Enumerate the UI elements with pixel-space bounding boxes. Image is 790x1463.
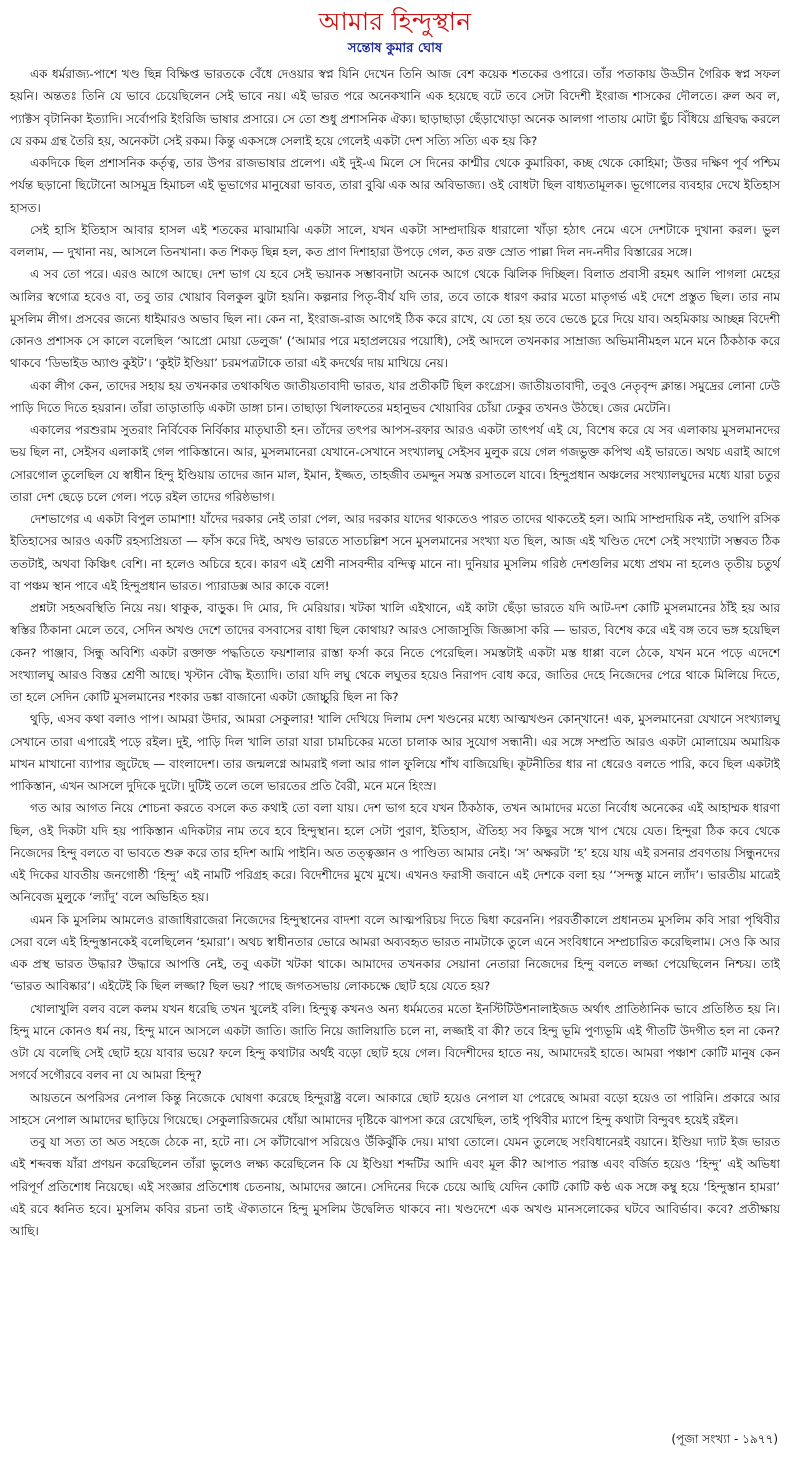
paragraph: একালের পরশুরাম সুতরাং নির্বিবেক নির্বিকার মাতৃঘাতী হন। তাঁদের তৎপর আপস-রফার আরও একটা তাৎপর্য এই যে, বিশেষ করে যে সব এলাকায় মুসলমানদের ভয় ছিল না, সেইসব এলাকাই গেল পাকিস্তানে। আর, মুসলমানেরা যেখানে-সেখানে সংখ্যালঘু সেইসব মুলুক রয়ে গেল গজভুক্ত কপিত্থ এই ভারতে। অথচ এরাই আগে সোরগোল তুলেছিল যে স্বাধীন হিন্দু ইণ্ডিয়ায় তাদের জান মাল, ইমান, ইজ্জত, তাহজীব তমদ্দুন সমস্ত রসাতলে যাবে। হিন্দুপ্রধান অঞ্চলের সংখ্যালঘুদের মধ্যে যারা চতুর তারা দেশ ছেড়ে চলে গেল। পড়ে রইল তাদের গরিষ্ঠভাগ।	[10, 423, 780, 504]
paragraph: প্রশ্নটা সহঅবস্থিতি নিয়ে নয়। থাকুক, বাড়ুক। দি মোর, দি মেরিয়ার। খটকা খালি এইখানে, এই কাটা ছেঁড়া ভারতে যদি আট-দশ কোটি মুসলমানের ঠাঁই হয় আর স্বস্তির ঠিকানা মেলে তবে, সেদিন অখণ্ড দেশে তাদের বসবাসের বাধা ছিল কোথায়? আরও সোজাসুজি জিজ্ঞাসা করি — ভারত, বিশেষ করে এই বঙ্গ তবে ভঙ্গ হয়েছিল কেন? পাঞ্জাব, সিন্ধু অবিশ্যি একটা রক্তাক্ত পদ্ধতিতে ফয়শালার রাস্তা ফর্সা করে নিতে পেরেছিল। সমস্তটাই একটা মস্ত ধাপ্পা বলে ঠেকে, যখন মনে পড়ে এদেশে সংখ্যালঘু আরও বিস্তর শ্রেণী আছে। খৃস্টান বৌদ্ধ ইত্যাদি। তারা যদি লঘু থেকে লঘুতর হয়েও নিরাপদ বোধ করে, জাতির দেহে নিজেদের পেরে থাকে মিলিয়ে দিতে, তা হলে সেদিন কোটি মুসলমানের শংকার ডঙ্কা বাজানো একটা জোচ্চুরি ছিল না কি?	[10, 601, 780, 704]
paragraph: এমন কি মুসলিম আমলেও রাজাধিরাজেরা নিজেদের হিন্দুস্থানের বাদশা বলে আত্মপরিচয় দিতে দ্বিধা করেননি। পরবর্তীকালে প্রধানতম মুসলিম কবি সারা পৃথিবীর সেরা বলে এই হিন্দুস্তানকেই বলেছিলেন ‘হমারা’। অথচ স্বাধীনতার ভোরে আমরা অব্যবহৃত ভারত নামটাকে তুলে এনে সংবিধানে সম্প্রচারিত করেছিলাম। সেও কি আর এক প্রস্থ ভারত উদ্ধার? উদ্ধারে আপত্তি নেই, তবু একটা খটকা থাকে। আমাদের তখনকার সেয়ানা নেতারা নিজেদের হিন্দু বলতে লজ্জা পেয়েছিলেন নিশ্চয়। তাই ‘ভারত আবিষ্কার’। এইটেই কি ছিল লজ্জা? ছিল ভয়? পাছে জগতসভায় লোকচক্ষে ছোট হয়ে যেতে হয়?	[10, 912, 780, 994]
paragraph: গত আর আগত নিয়ে শোচনা করতে বসলে কত কথাই তো বলা যায়। দেশ ভাগ হবে যখন ঠিকঠাক, তখন আমাদের মতো নির্বোধ অনেকের এই আহাম্মক ধারণা ছিল, ওই দিকটা যদি হয় পাকিস্তান এদিকটার নাম তবে হবে হিন্দুস্থান। হলে সেটা পুরাণ, ইতিহাস, ঐতিহ্য সব কিছুর সঙ্গে খাপ খেয়ে যেত। হিন্দুরা ঠিক কবে থেকে নিজেদের হিন্দু বলতে বা ভাবতে শুরু করে তার হদিশ আমি পাইনি। অত তত্ত্বজ্ঞান ও পাণ্ডিত্য আমার নেই। ‘স’ অক্ষরটা ‘হ’ হয়ে যায় এই রসনার প্রবণতায় সিন্ধুনদের এই দিকের যাবতীয় জনগোষ্ঠী ‘হিন্দু’ এই নামটি পরিগ্রহ করে। বিদেশীদের মুখে মুখে। এখনও ফরাসী জবানে এই দেশকে বলা হয় ‘‘সন্দস্তু মানে ল্যাঁদ’। ভারতীয় মাত্রেই অনিবেজ মুলুকে ‘ল্যাঁদু’ বলে অভিহিত হয়।	[10, 801, 780, 905]
paragraph: তবু যা সত্য তা অত সহজে ঠেকে না, হটে না। সে কাঁটাঝোপ সরিয়েও উঁকিঝুঁকি দেয়। মাথা তোলে। যেমন তুলেছে সংবিধানেরই বয়ানে। ইণ্ডিয়া দ্যাট ইজ ভারত এই শব্দবন্ধ যাঁরা প্রণয়ন করেছিলেন তাঁরা ভুলেও লক্ষ্য করেছিলেন কি যে ইণ্ডিয়া শব্দটির আদি এবং মূল কী? আপাত পরাস্ত এবং বর্জিত হয়েও ‘হিন্দু’ এই অভিধা পরিপূর্ণ প্রতিশোধ নিয়েছে। এই সংজ্ঞার প্রতিশোধ চেতনায়, আমাদের জ্ঞানে। সেদিনের দিকে চেয়ে আছি যেদিন কোটি কোটি কণ্ঠ এক সঙ্গে কম্বু হয়ে ‘হিন্দুস্তান হামরা’ এই রবে ধ্বনিত হবে। মুসলিম কবির রচনা তাই ঐক্যতানে হিন্দু মুসলিম উদ্বেলিত থাকবে না। খণ্ডদেশে এক অখণ্ড মানসলোকের ঘটবে আবির্ভাব। কবে? প্রতীক্ষায় আছি।	[10, 1135, 780, 1238]
paragraph: একা লীগ কেন, তাদের সহায় হয় তখনকার তথাকথিত জাতীয়তাবাদী ভারত, যার প্রতীকটি ছিল কংগ্রেস। জাতীয়তাবাদী, তবুও নেতৃবৃন্দ ক্লান্ত। সমুদ্রের লোনা ঢেউ পাড়ি দিতে দিতে হয়রান। তাঁরা তাড়াতাড়ি একটা ডাঙ্গা চান। তাছাড়া খিলাফতের মহানুভব খোয়াবির চোঁয়া ঢেকুর তখনও উঠছে। জের মেটেনি।	[10, 378, 780, 415]
paragraph: এক ধর্মরাজ্য-পাশে খণ্ড ছিন্ন বিক্ষিপ্ত ভারতকে বেঁধে দেওয়ার স্বপ্ন যিনি দেখেন তিনি আজ বেশ কয়েক শতকের ওপারে। তাঁর পতাকায় উড্ডীন গৈরিক স্বপ্ন সফল হয়নি। অন্ততঃ তিনি যে ভাবে চেয়েছিলেন সেই ভাবে নয়। এই ভারত পরে অনেকখানি এক হয়েছে বটে তবে সেটা বিদেশী ইংরাজ শাসকের দৌলতে। রুল অব ল, প্যাক্টস বৃটানিকা ইত্যাদি। সর্বোপরি ইংরিজি ভাষার প্রসারে। সে তো শুধু প্রশাসনিক ঐক্য। ছাড়াছাড়া ছেঁড়াখোড়া অনেক আলগা পাতায় মোটা ছুঁচ বিঁধিয়ে গ্রন্থিবদ্ধ করলে যে রকম গ্রন্থ তৈরি হয়, অনেকটা সেই রকম। কিন্তু একসঙ্গে সেলাই হয়ে গেলেই একটা দেশ সত্যি সত্যি এক হয় কি?	[10, 67, 781, 148]
paragraph: আয়তনে অপরিসর নেপাল কিন্তু নিজেকে ঘোষণা করেছে হিন্দুরাষ্ট্র বলে। আকারে ছোট হয়েও নেপাল যা পেরেছে আমরা বড়ো হয়েও তা পারিনি। প্রকারে আর সাহসে নেপাল আমাদের ছাড়িয়ে গিয়েছে। সেকুলারিজমের ধোঁয়া আমাদের দৃষ্টিকে ঝাপসা করে রেখেছিল, তাই পৃথিবীর ম্যাপে হিন্দু কথাটা বিন্দুবৎ হয়েই রইল।	[10, 1090, 780, 1127]
paragraph: দেশভাগের এ একটা বিপুল তামাশা! যাঁদের দরকার নেই তারা পেল, আর দরকার যাদের থাকতেও পারত তাদের থাকতেই হল। আমি সাম্প্রদায়িক নই, তথাপি রসিক ইতিহাসের আরও একটি রহস্যপ্রিয়তা — ফাঁস করে দিই, অখণ্ড ভারতে সাতচল্লিশ সনে মুসলমানের সংখ্যা যত ছিল, আজ এই খণ্ডিত দেশে সেই সংখ্যাটা সম্ভবত ঠিক ততটাই, অথবা কিঞ্চিৎ বেশি। না হলেও অচিরে হবে। কারণ এই শ্রেণী নাসবন্দীর বন্দিত্ব মানে না। দুনিয়ার মুসলিম গরিষ্ঠ দেশগুলির মধ্যে প্রথম না হলেও তৃতীয় চতুর্থ বা পঞ্চম স্থান পাবে এই হিন্দুপ্রধান ভারত। প্যারাডক্স আর কাকে বলে!	[10, 512, 780, 593]
paragraph: খোলাখুলি বলব বলে কলম যখন ধরেছি তখন খুলেই বলি। হিন্দুত্ব কখনও অন্য ধর্মমতের মতো ইনস্টিটিউশনালাইজড অর্থাৎ প্রাতিষ্ঠানিক ভাবে প্রতিষ্ঠিত হয় নি। হিন্দু মানে কোনও ধর্ম নয়, হিন্দু মানে আসলে একটা জাতি। জাতি নিয়ে জালিয়াতি চলে না, লজ্জাই বা কী? তবে হিন্দু ভূমি পুণ্যভূমি এই গীতটি উদগীত হল না কেন? ওটা যে বলেছি সেই ছোট হয়ে যাবার ভয়ে? ফলে হিন্দু কথাটার অর্থই বড়ো ছোট হয়ে গেল। বিদেশীদের হাতে নয়, আমাদেরই হাতে। আমরা পঞ্চাশ কোটি মানুষ কেন সগর্বে সগৌরবে বলব না যে আমরা হিন্দু?	[10, 1001, 780, 1083]
source-note: (পূজা সংখ্যা - ১৯৭৭)	[671, 1432, 778, 1446]
paragraph: থুড়ি, এসব কথা বলাও পাপ। আমরা উদার, আমরা সেকুলার! খালি দেখিয়ে দিলাম দেশ খণ্ডনের মধ্যে আত্মখণ্ডন কোন্‌খানে! এক, মুসলমানেরা যেখানে সংখ্যালঘু সেখানে তারা এপারেই পড়ে রইল। দুই, পাড়ি দিল খালি তারা যারা চামচিকের মতো চালাক আর সুযোগ সন্ধানী। এর সঙ্গে সম্প্রতি আরও একটা মোলায়েম অমায়িক মাখন মাখানো ব্যাপার জুটেছে — বাংলাদেশ। তার জন্মলগ্নে আমরাই গলা আর গাল ফুলিয়ে শাঁখ বাজিয়েছি। কূটনীতির ধার না ধেরেও বলতে পারি, কবে ছিল একটাই পাকিস্তান, এখন আসলে দুদিকে দুটো। দুটিই তলে তলে ভারতের প্রতি বৈরী, মনে মনে হিংস্র।	[10, 712, 780, 793]
paragraph: সেই হাসি ইতিহাস আবার হাসল এই শতকের মাঝামাঝি একটা সালে, যখন একটা সাম্প্রদায়িক ধারালো খাঁড়া হঠাৎ নেমে এসে দেশটাকে দুখানা করল। ভুল বললাম, — দুখানা নয়, আসলে তিনখানা। কত শিকড় ছিন্ন হল, কত প্রাণ দিশাহারা উপড়ে গেল, কত রক্ত স্রোত পাল্লা দিল নদ-নদীর বিস্তারের সঙ্গে।	[10, 222, 780, 259]
article-title: আমার হিন্দুস্থান	[318, 7, 472, 36]
article-body	[10, 63, 780, 1242]
article-author: সন্তোষ কুমার ঘোষ	[347, 41, 443, 56]
paragraph: একদিকে ছিল প্রশাসনিক কর্তৃত্ব, তার উপর রাজভাষার প্রলেপ। এই দুই-এ মিলে সে দিনের কাশ্মীর থেকে কুমারিকা, কচ্ছ থেকে কোহিমা; উত্তর দক্ষিণ পূর্ব পশ্চিম পর্যন্ত ছড়ানো ছিটোনো আসমুদ্র হিমাচল এই ভূভাগের মানুষেরা ভাবত, তারা বুঝি এক আর অবিভাজ্য। ওই বোধটা ছিল বাধ্যতামূলক। ভূগোলের ব্যবহার দেখে ইতিহাস হাসত।	[10, 156, 780, 215]
paragraph: এ সব তো পরে। এরও আগে আছে। দেশ ভাগ যে হবে সেই ভয়ানক সম্ভাবনাটা অনেক আগে থেকে ঝিলিক দিচ্ছিল। বিলাত প্রবাসী রহমৎ আলি পাগলা মেহের আলির স্বগোত্র হবেও বা, তবু তার খোয়াব বিলকুল ঝুটা হয়নি। কল্পনার পিতৃ-বীর্য যদি তার, তবে তাকে ধারণ করার মতো মাতৃগর্ভ এই দেশে প্রস্তুত ছিল। তার নাম মুসলিম লীগ। প্রসবের জন্যে ধাইমারও অভাব ছিল না। কেন না, ইংরাজ-রাজ আগেই ঠিক করে রাখে, যে তো হয় তবে ভেঙে চুরে দিয়ে যাব। অহমিকায় আচ্ছন্ন বিদেশী কোনও প্রশাসক সে কালে বলেছিল ‘আপ্রো মোয়া ডেলুজ’ (‘আমার পরে মহাপ্রলয়ের পয়োধি), সেই আদলে তখনকার সাম্রাজ্য অভিমানীমহল মনে মনে ঠিকঠাক করে থাকবে ‘ডিভাইড অ্যাণ্ড কুইট’। ‘কুইট ইণ্ডিয়া’ চরমপত্রটাকে তারা এই কদর্থের দায় মাখিয়ে নেয়।	[10, 267, 780, 371]
